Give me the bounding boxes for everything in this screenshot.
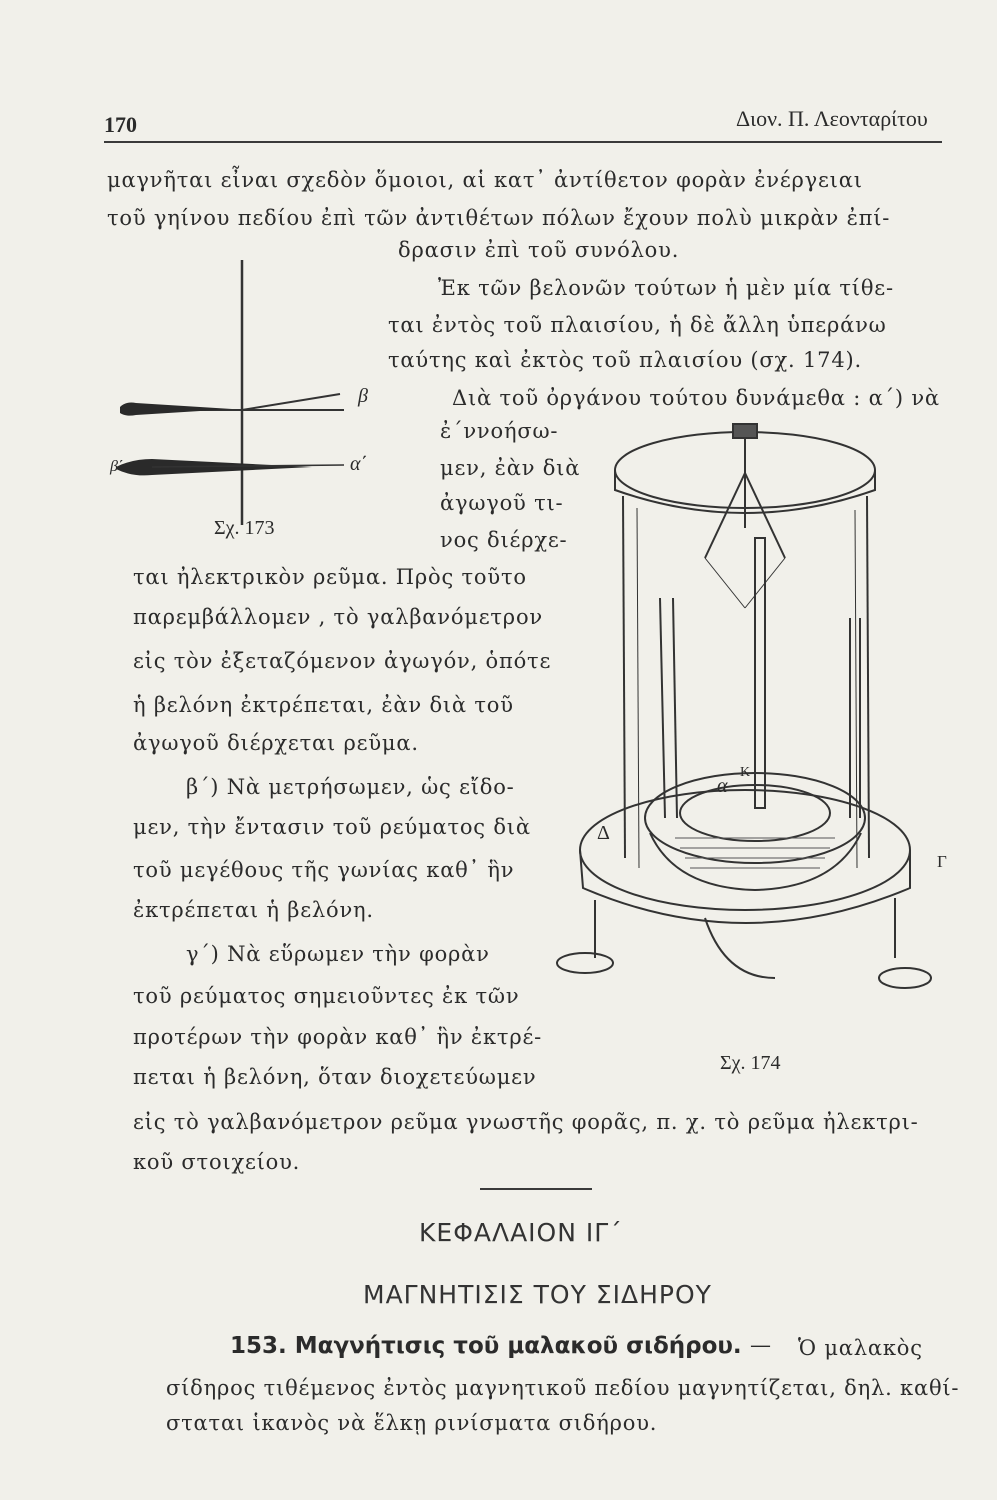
text-line: ἐ΄ννοήσω-	[440, 419, 559, 443]
text-line: ἀγωγοῦ διέρχεται ρεῦμα.	[133, 731, 419, 755]
page-number: 170	[104, 112, 137, 137]
chapter-label: ΚΕΦΑΛΑΙΟΝ ΙΓ΄	[419, 1218, 623, 1247]
running-header-author: Διον. Π. Λεονταρίτου	[736, 106, 928, 131]
text-line: τοῦ μεγέθους τῆς γωνίας καθ᾿ ἣν	[133, 858, 515, 882]
figure-label: Γ	[937, 852, 947, 871]
text-line: ταύτης καὶ ἐκτὸς τοῦ πλαισίου (σχ. 174).	[388, 348, 862, 372]
figure-174-galvanometer	[555, 418, 975, 1038]
section-divider	[480, 1188, 592, 1190]
text-line: κοῦ στοιχείου.	[133, 1150, 301, 1174]
text-line: μεν, τὴν ἔντασιν τοῦ ρεύματος διὰ	[133, 815, 531, 839]
figure-label: β	[358, 385, 368, 407]
text-line: ται ἐντὸς τοῦ πλαισίου, ἡ δὲ ἄλλη ὑπεράνω	[388, 313, 887, 337]
chapter-title: ΜΑΓΝΗΤΙΣΙΣ ΤΟΥ ΣΙΔΗΡΟΥ	[363, 1280, 712, 1309]
figure-label: Δ	[597, 822, 610, 844]
text-line: προτέρων τὴν φορὰν καθ᾿ ἣν ἐκτρέ-	[133, 1025, 543, 1049]
header-rule	[104, 141, 942, 143]
figure-label: Κ	[740, 765, 751, 780]
figure-label: α΄	[350, 453, 368, 475]
text-line: ἀγωγοῦ τι-	[440, 491, 564, 515]
figure-label: α	[717, 775, 728, 797]
section-heading: 153. Μαγνήτισις τοῦ μαλακοῦ σιδήρου.	[230, 1333, 742, 1359]
text-line: ται ἠλεκτρικὸν ρεῦμα. Πρὸς τοῦτο	[133, 565, 527, 589]
text-line: δρασιν ἐπὶ τοῦ συνόλου.	[398, 238, 680, 262]
text-line: Ἐκ τῶν βελονῶν τούτων ἡ μὲν μία τίθε-	[438, 276, 894, 300]
text-line: ἡ βελόνη ἐκτρέπεται, ἐὰν διὰ τοῦ	[133, 693, 514, 717]
text-line: Διὰ τοῦ ὀργάνου τούτου δυνάμεθα : α΄) νὰ	[452, 386, 940, 410]
text-line: πεται ἡ βελόνη, ὅταν διοχετεύωμεν	[133, 1065, 537, 1089]
text-line: νος διέρχε-	[440, 528, 568, 552]
text-line: τοῦ ρεύματος σημειοῦντες ἐκ τῶν	[133, 984, 520, 1008]
text-line: μεν, ἐὰν διὰ	[440, 456, 581, 480]
text-line: β΄) Νὰ μετρήσωμεν, ὡς εἴδο-	[186, 775, 515, 799]
text-line: σίδηρος τιθέμενος ἐντὸς μαγνητικοῦ πεδίου μαγνητίζεται, δηλ. καθί-	[166, 1376, 960, 1400]
text-line: γ΄) Νὰ εὕρωμεν τὴν φορὰν	[186, 942, 490, 966]
text-line: Ὁ μαλακὸς	[798, 1336, 923, 1360]
text-line: εἰς τὸν ἐξεταζόμενον ἀγωγόν, ὁπότε	[133, 649, 552, 673]
text-line: παρεμβάλλομεν , τὸ γαλβανόμετρον	[133, 605, 543, 629]
figure-173-caption: Σχ. 173	[214, 517, 275, 539]
text-line: μαγνῆται εἶναι σχεδὸν ὅμοιοι, αἱ κατ᾿ ἀντίθετον φορὰν ἐνέργειαι	[107, 168, 863, 192]
section-dash: —	[750, 1333, 772, 1357]
text-line: τοῦ γηίνου πεδίου ἐπὶ τῶν ἀντιθέτων πόλων ἔχουν πολὺ μικρὰν ἐπί-	[107, 206, 891, 230]
figure-174-caption: Σχ. 174	[720, 1052, 781, 1074]
figure-label: β΄	[110, 458, 124, 475]
text-line: ἐκτρέπεται ἡ βελόνη.	[133, 898, 374, 922]
text-line: σταται ἱκανὸς νὰ ἕλκῃ ρινίσματα σιδήρου.	[166, 1411, 658, 1435]
text-line: εἰς τὸ γαλβανόμετρον ρεῦμα γνωστῆς φορᾶς, π. χ. τὸ ρεῦμα ἠλεκτρι-	[133, 1110, 919, 1134]
